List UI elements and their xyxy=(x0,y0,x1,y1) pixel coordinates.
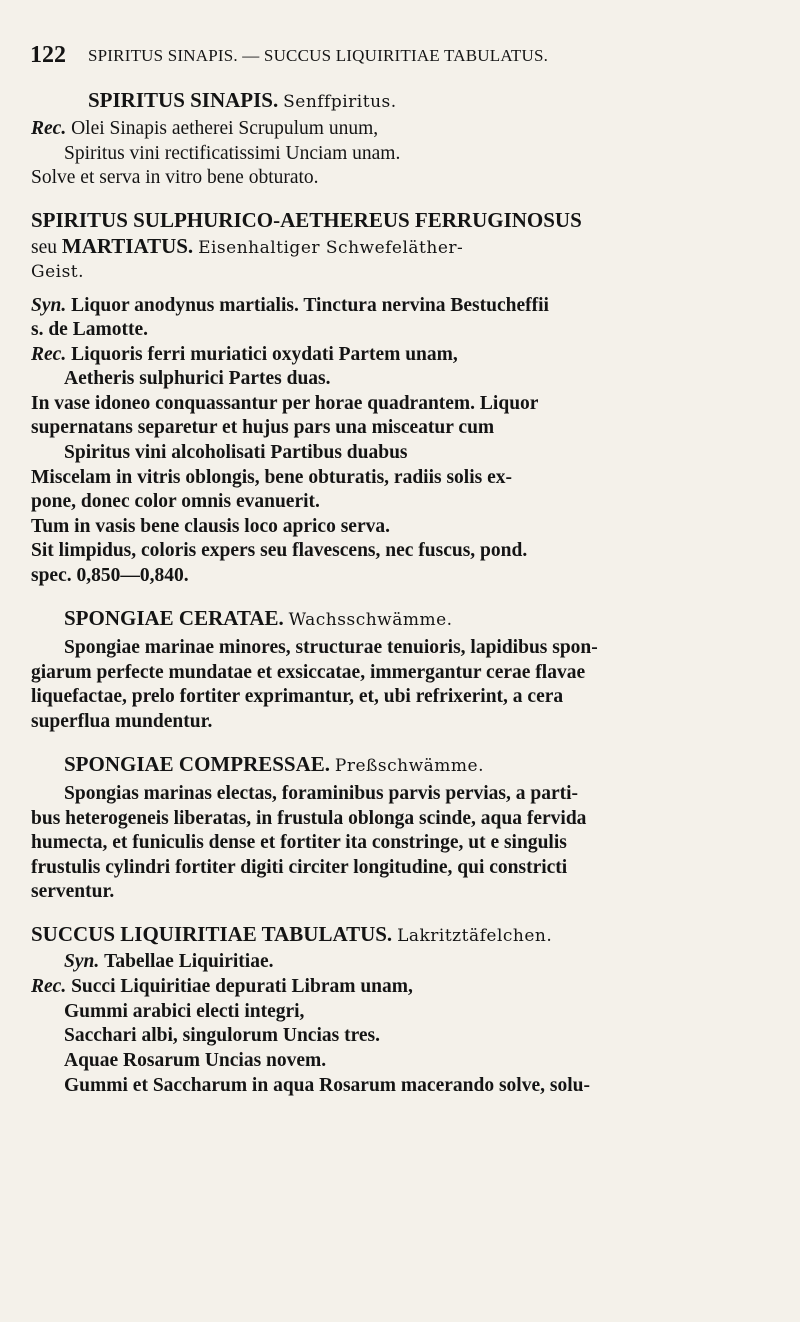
text-line: Spongiae marinae minores, structurae tenuioris, lapidibus spon- xyxy=(64,637,598,658)
text-line xyxy=(31,343,458,367)
text-line: Spiritus vini alcoholisati Partibus duabus xyxy=(64,442,408,463)
synonym-line xyxy=(64,950,274,974)
section-heading xyxy=(31,234,463,260)
seu-word: seu xyxy=(31,237,57,258)
text-line: Sacchari albi, singulorum Uncias tres. xyxy=(64,1025,380,1046)
text-line xyxy=(31,117,378,141)
synonym-cont: s. de Lamotte. xyxy=(31,319,148,340)
text-line: frustulis cylindri fortiter digiti circiter longitudine, qui constricti xyxy=(31,857,568,878)
section-heading xyxy=(88,88,397,114)
text-line: Spongias marinas electas, foraminibus parvis pervias, a parti- xyxy=(64,783,579,804)
text-line: giarum perfecte mundatae et exsiccatae, immergantur cerae flavae xyxy=(31,662,586,683)
section-title: SPIRITUS SINAPIS. xyxy=(88,88,279,112)
text-line: Aquae Rosarum Uncias novem. xyxy=(64,1050,327,1071)
german-title: Senffpiritus. xyxy=(283,92,397,112)
section-title: SPONGIAE COMPRESSAE. xyxy=(64,752,331,776)
text-line: spec. 0,850—0,840. xyxy=(31,565,189,586)
text-line: bus heterogeneis liberatas, in frustula oblonga scinde, aqua fervida xyxy=(31,808,587,829)
german-title: Eisenhaltiger Schwefeläther- xyxy=(198,238,464,258)
german-title-cont: Geist. xyxy=(31,262,85,282)
text-line: Sit limpidus, coloris expers seu flavescens, nec fuscus, pond. xyxy=(31,540,528,561)
section-title: SUCCUS LIQUIRITIAE TABULATUS. xyxy=(31,922,393,946)
syn-label: Syn. xyxy=(31,295,67,316)
text-line: Gummi arabici electi integri, xyxy=(64,1001,305,1022)
synonym-text: Liquor anodynus martialis. Tinctura nervina Bestucheffii xyxy=(71,295,549,316)
running-head xyxy=(30,42,730,70)
german-title: Preßschwämme. xyxy=(334,756,484,776)
text-line: Solve et serva in vitro bene obturato. xyxy=(31,167,319,188)
text-line: Aetheris sulphurici Partes duas. xyxy=(64,368,331,389)
text-line: pone, donec color omnis evanuerit. xyxy=(31,491,320,512)
page-number: 122 xyxy=(30,42,66,68)
text-line: supernatans separetur et hujus pars una misceatur cum xyxy=(31,417,495,438)
text-line: Spiritus vini rectificatissimi Unciam unam. xyxy=(64,143,401,164)
section-title: SPIRITUS SULPHURICO-AETHEREUS FERRUGINOSUS xyxy=(31,208,582,232)
syn-label: Syn. xyxy=(64,951,100,972)
section-title: SPONGIAE CERATAE. xyxy=(64,606,284,630)
rec-label: Rec. xyxy=(31,976,67,997)
line-text: Succi Liquiritiae depurati Libram unam, xyxy=(71,976,413,997)
text-line: Gummi et Saccharum in aqua Rosarum macerando solve, solu- xyxy=(64,1075,590,1096)
text-line: humecta, et funiculis dense et fortiter ita constringe, ut e singulis xyxy=(31,832,567,853)
line-text: Liquoris ferri muriatici oxydati Partem unam, xyxy=(71,344,458,365)
line-text: Olei Sinapis aetherei Scrupulum unum, xyxy=(71,118,379,139)
synonym-line xyxy=(31,294,549,318)
german-title: Lakritztäfelchen. xyxy=(397,926,553,946)
text-line: Tum in vasis bene clausis loco aprico serva. xyxy=(31,516,390,537)
text-line: Miscelam in vitris oblongis, bene obturatis, radiis solis ex- xyxy=(31,467,513,488)
section-heading xyxy=(64,606,453,632)
german-title: Wachsschwämme. xyxy=(288,610,453,630)
section-title-2: MARTIATUS. xyxy=(61,234,194,258)
running-title: SPIRITUS SINAPIS. — SUCCUS LIQUIRITIAE TABULATUS. xyxy=(88,46,549,65)
text-line: serventur. xyxy=(31,881,115,902)
section-heading xyxy=(64,752,484,778)
rec-label: Rec. xyxy=(31,118,67,139)
text-line: liquefactae, prelo fortiter exprimantur, et, ubi refrixerint, a cera xyxy=(31,686,564,707)
synonym-text: Tabellae Liquiritiae. xyxy=(104,951,274,972)
text-line: In vase idoneo conquassantur per horae quadrantem. Liquor xyxy=(31,393,539,414)
text-line: superflua mundentur. xyxy=(31,711,213,732)
text-line xyxy=(31,975,413,999)
section-heading xyxy=(31,922,552,948)
rec-label: Rec. xyxy=(31,344,67,365)
